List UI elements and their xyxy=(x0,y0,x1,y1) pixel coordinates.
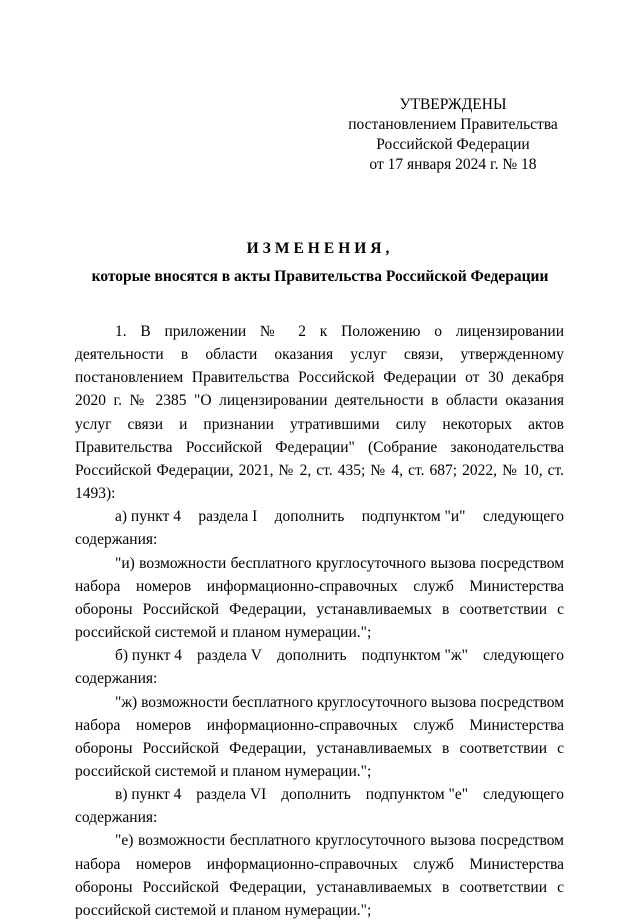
subitem-a-word-1: а) пункт 4 xyxy=(115,508,181,526)
subitem-c-intro-end: содержания: xyxy=(75,809,158,827)
subitem-c-text: "е) возможности бесплатного круглосуточного вызова посредством набора номеров информационно-справочных служб Министерства обороны Российской Федерации, устанавливаемых в соответствии с российской системой и планом нумерации."; xyxy=(75,832,564,919)
subitem-c-word-5: следующего xyxy=(482,786,564,804)
subitem-a-text: "и) возможности бесплатного круглосуточного вызова посредством набора номеров информационно-справочных служб Министерства обороны Российской Федерации, устанавливаемых в соответствии с российской системой и планом нумерации."; xyxy=(75,554,564,642)
subitem-c-word-4: подпунктом "е" xyxy=(365,786,469,804)
document-title: ИЗМЕНЕНИЯ, xyxy=(246,240,394,257)
subitem-b-word-1: б) пункт 4 xyxy=(115,647,182,665)
subitem-b-text: "ж) возможности бесплатного круглосуточного вызова посредством набора номеров информационно-справочных служб Министерства обороны Российской Федерации, устанавливаемых в соответствии с российской системой и планом нумерации."; xyxy=(75,693,565,780)
subitem-a-intro-end: содержания: xyxy=(75,531,158,549)
subitem-a-word-2: раздела I xyxy=(198,508,258,526)
subitem-b-intro-end: содержания: xyxy=(75,670,158,688)
subitem-c-word-2: раздела VI xyxy=(196,786,267,804)
subitem-c-word-1: в) пункт 4 xyxy=(115,786,182,804)
approval-stamp xyxy=(340,95,566,175)
paragraph-item-1: 1. В приложении № 2 к Положению о лицензировании деятельности в области оказания услуг связи, утвержденному постановлением Правительства Российской Федерации от 30 декабря 2020 г. № 2385 "О лицензировании деятельности в области оказания услуг связи и признании утратившими силу некоторых актов Правительства Российской Федерации" (Собрание законодательства Российской Федерации, 2021, № 2, ст. 435; № 4, ст. 687; 2022, № 10, ст. 1493): xyxy=(75,323,564,503)
approval-heading: УТВЕРЖДЕНЫ xyxy=(399,96,507,113)
subitem-b-word-3: дополнить xyxy=(276,647,347,665)
subitem-a-word-3: дополнить xyxy=(274,508,345,526)
subitem-b-word-5: следующего xyxy=(482,647,564,665)
subitem-b-intro xyxy=(75,644,564,667)
subitem-c-word-3: дополнить xyxy=(281,786,351,804)
approval-line-2: Российской Федерации xyxy=(376,136,530,153)
document-body xyxy=(75,320,564,922)
approval-line-1: постановлением Правительства xyxy=(348,116,558,133)
subitem-b-word-4: подпунктом "ж" xyxy=(361,647,468,665)
subitem-a-word-5: следующего xyxy=(482,508,564,526)
subitem-a-word-4: подпунктом "и" xyxy=(361,508,466,526)
subitem-a-intro xyxy=(75,505,564,528)
document-subtitle: которые вносятся в акты Правительства Российской Федерации xyxy=(91,268,549,285)
subitem-c-intro xyxy=(75,783,564,806)
approval-line-3: от 17 января 2024 г. № 18 xyxy=(369,156,537,173)
subitem-b-word-2: раздела V xyxy=(197,647,262,665)
